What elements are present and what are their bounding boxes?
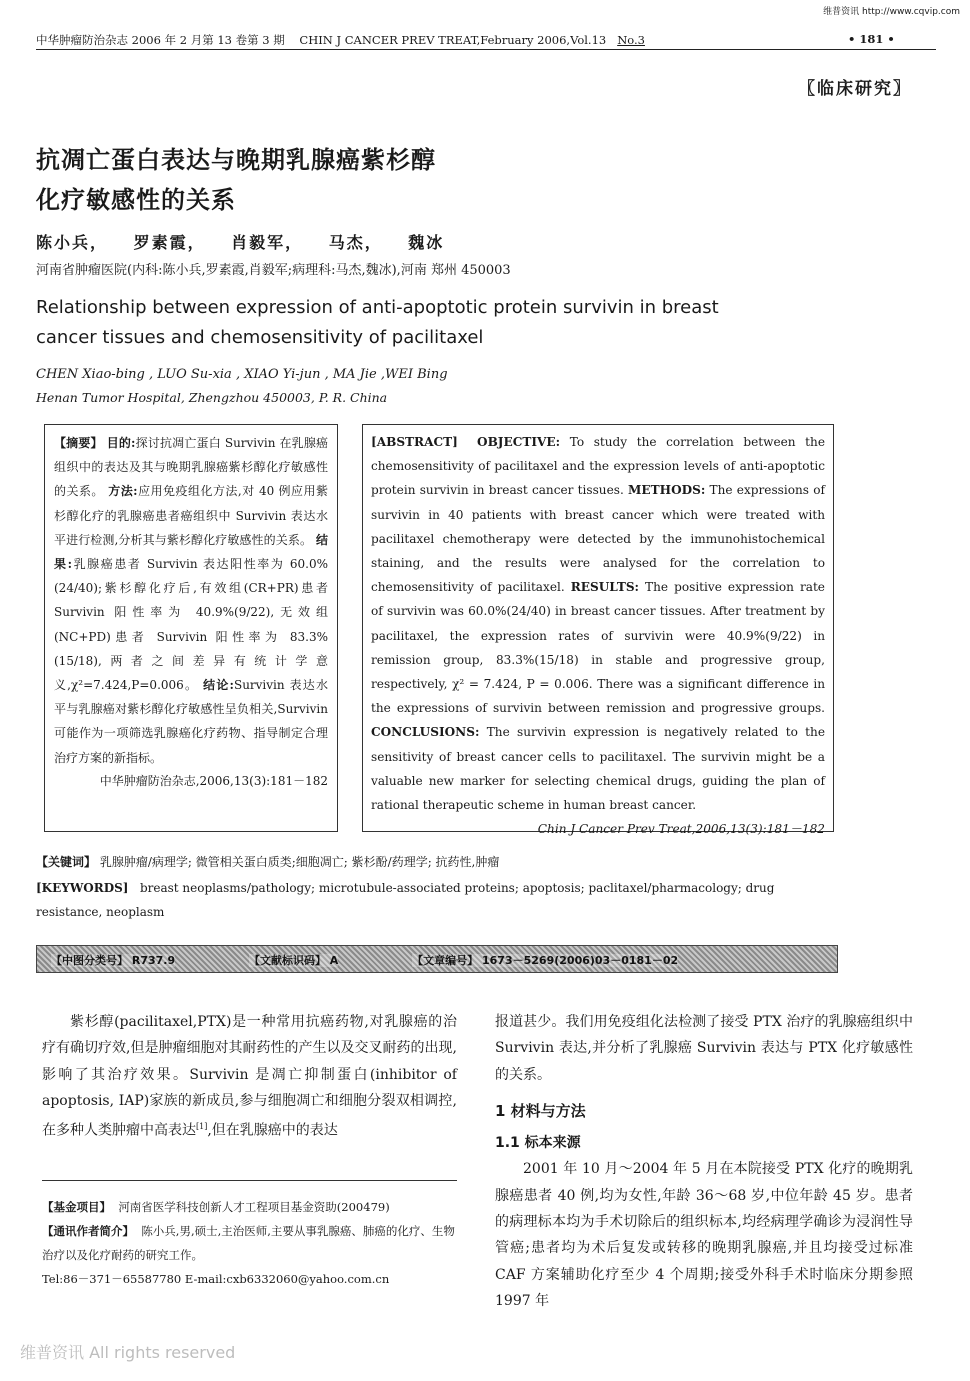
abstract-en-conclusions: The survivin expression is negatively related to the sensitivity of breast cancer cells to pacilitaxel. The survivin might be a valuable new marker for selecting chemical drugs, guiding the plan of rational therapeutic scheme in human breast cancer. [371, 725, 825, 813]
keywords-en [36, 876, 836, 924]
abstract-en-methods: The expressions of survivin in 40 patients with breast cancer which were treated with pacilitaxel chemotherapy were detected by the immunohistochemical staining, and the results were analysed for the correlation to chemosensitivity of pacilitaxel. [371, 483, 825, 595]
affiliation-en: Henan Tumor Hospital, Zhengzhou 450003, P. R. China [36, 390, 388, 405]
author-info-label: 【通讯作者简介】 [42, 1224, 134, 1238]
footnotes [42, 1195, 457, 1291]
author-info-note [42, 1219, 457, 1267]
body-left-column [42, 1009, 457, 1144]
keywords-en-text: breast neoplasms/pathology; microtubule-associated proteins; apoptosis; paclitaxel/pharmacology; drug resistance, neoplasm [36, 881, 775, 919]
title-cn [36, 140, 436, 220]
authors-cn: 陈小兵， 罗素霞， 肖毅军， 马杰， 魏冰 [36, 233, 445, 252]
clc-field [51, 954, 175, 967]
abstract-cn-results-label: 结果: [54, 532, 328, 572]
keywords-cn-text: 乳腺肿瘤/病理学; 微管相关蛋白质类;细胞凋亡; 紫杉酚/药理学; 抗药性,肿瘤 [99, 855, 500, 869]
doc-code-label: 【文献标识码】 [248, 954, 326, 967]
abstract-cn-methods-label: 方法: [108, 484, 138, 499]
clc-value: R737.9 [131, 954, 176, 967]
abstract-cn-methods: 应用免疫组化方法,对 40 例应用紫杉醇化疗的乳腺癌患者癌组织中 Survivin 表达水平进行检测,分析其与紫杉醇化疗敏感性的关系。 [54, 484, 328, 547]
title-en: Relationship between expression of anti-apoptotic protein survivin in breast cancer tissues and chemosensitivity of pacilitaxel [36, 297, 719, 348]
site-mark: 维普资讯 http://www.cqvip.com [823, 7, 960, 17]
fund-note [42, 1195, 457, 1219]
section-1-1-heading: 1.1 标本来源 [495, 1135, 581, 1152]
page-number: • 181 • [848, 32, 895, 46]
classification-bar [36, 945, 838, 973]
fund-text: 河南省医学科技创新人才工程项目基金资助(200479) [118, 1200, 390, 1214]
authors-en: CHEN Xiao-bing , LUO Su-xia , XIAO Yi-jun , MA Jie ,WEI Bing [36, 367, 448, 382]
abstract-en-label: [ABSTRACT] [371, 435, 458, 449]
reference-1: [1] [196, 1122, 208, 1132]
abstract-cn-conclusion-label: 结论: [203, 678, 234, 693]
keywords-cn-label: 【关键词】 [36, 855, 97, 869]
title-cn-line1: 抗凋亡蛋白表达与晚期乳腺癌紫杉醇 [36, 146, 436, 174]
doc-code-value: A [329, 954, 339, 967]
header-rule [36, 49, 936, 50]
abstract-en-conclusions-label: CONCLUSIONS: [371, 725, 480, 740]
abstract-en-citation: Chin J Cancer Prev Treat,2006,13(3):181－182 [537, 822, 825, 837]
abstract-cn-objective-label: 目的: [106, 436, 136, 450]
author-info-text: 陈小兵,男,硕士,主治医师,主要从事乳腺癌、肺癌的化疗、生物治疗以及化疗耐药的研究工作。 [42, 1224, 455, 1262]
journal-en: CHIN J CANCER PREV TREAT,February 2006,Vol.13 [299, 33, 607, 47]
watermark: 维普资讯 All rights reserved [20, 1343, 236, 1362]
running-header [36, 32, 645, 48]
contact-note: Tel:86－371－65587780 E-mail:cxb6332060@yahoo.com.cn [42, 1272, 390, 1286]
section-tag: 〖临床研究〗 [798, 79, 912, 99]
body-left-paragraph [42, 1009, 457, 1144]
abstract-cn-label: 【摘要】 [54, 436, 103, 450]
abstract-cn-objective: 探讨抗凋亡蛋白 Survivin 在乳腺癌组织中的表达及其与晚期乳腺癌紫杉醇化疗敏感性的关系。 [54, 436, 328, 499]
section-1-heading: 1 材料与方法 [495, 1101, 586, 1120]
abstract-en-results: The positive expression rate of survivin was 60.0%(24/40) in breast cancer tissues. After treatment by pacilitaxel, the expression rates of survivin were 40.9%(9/22) in remission group, 83.3%(15/18) in stable and progressive group, respectively, χ² = 7.424, P = 0.006. There was a significant difference in the expressions of survivin between remission and progressive groups. [371, 580, 825, 716]
abstract-en-methods-label: METHODS: [628, 483, 706, 498]
footnote-rule [42, 1180, 457, 1181]
body-right-continuation: 报道甚少。我们用免疫组化法检测了接受 PTX 治疗的乳腺癌组织中 Survivin 表达,并分析了乳腺癌 Survivin 表达与 PTX 化疗敏感性的关系。 [495, 1014, 913, 1083]
article-number-value: 1673－5269(2006)03－0181－02 [482, 954, 679, 967]
keywords-en-label: [KEYWORDS] [36, 881, 129, 895]
abstract-en-results-label: RESULTS: [570, 580, 640, 595]
abstract-cn-box [44, 424, 338, 832]
abstract-en-objective-label: OBJECTIVE: [477, 435, 561, 449]
doc-code-field [249, 954, 338, 967]
fund-label: 【基金项目】 [42, 1200, 111, 1214]
journal-cn: 中华肿瘤防治杂志 2006 年 2 月第 13 卷第 3 期 [36, 33, 285, 47]
title-cn-line2: 化疗敏感性的关系 [36, 186, 236, 214]
body-left-tail: ,但在乳腺癌中的表达 [207, 1122, 338, 1139]
body-left-text: 紫杉醇(pacilitaxel,PTX)是一种常用抗癌药物,对乳腺癌的治疗有确切疗效,但是肿瘤细胞对其耐药性的产生以及交叉耐药的出现,影响了其治疗效果。Survivin 是凋亡抑制蛋白(inhibitor of apoptosis, IAP)家族的新成员,参与细胞凋亡和细胞分裂双相调控,在多种人类肿瘤中高表达 [42, 1014, 457, 1139]
body-right-column [495, 1009, 913, 1314]
abstract-en-box [362, 424, 834, 837]
article-number-field [412, 954, 678, 967]
abstract-cn-conclusion: Survivin 表达水平与乳腺癌对紫杉醇化疗敏感性呈负相关,Survivin 可能作为一项筛选乳腺癌化疗药物、指导制定合理治疗方案的新指标。 [54, 678, 328, 765]
body-right-paragraph-2: 2001 年 10 月～2004 年 5 月在本院接受 PTX 化疗的晚期乳腺癌患者 40 例,均为女性,年龄 36～68 岁,中位年龄 45 岁。患者的病理标本均为手术切除后的组织标本,均经病理学确诊为浸润性导管癌;患者均为术后复发或转移的晚期乳腺癌,并且均接受过标准 CAF 方案辅助化疗至少 4 个周期;接受外科手术时临床分期参照 1997 年 [495, 1161, 913, 1309]
keywords-cn [36, 853, 499, 870]
clc-label: 【中图分类号】 [51, 954, 128, 967]
article-number-label: 【文章编号】 [412, 954, 479, 967]
abstract-cn-citation: 中华肿瘤防治杂志,2006,13(3):181－182 [99, 773, 328, 788]
abstract-cn-results: 乳腺癌患者 Survivin 表达阳性率为 60.0%(24/40);紫杉醇化疗后,有效组(CR+PR)患者 Survivin 阳性率为 40.9%(9/22),无效组(NC+PD)患者 Survivin 阳性率为 83.3%(15/18),两者之间差异有统计学意义,χ²=7.424,P=0.006。 [54, 557, 328, 693]
affiliation-cn: 河南省肿瘤医院(内科:陈小兵,罗素霞,肖毅军;病理科:马杰,魏冰),河南 郑州 450003 [36, 263, 511, 278]
abstract-en-objective: To study the correlation between the chemosensitivity of pacilitaxel and the expression levels of anti-apoptotic protein survivin in breast cancer tissues. [371, 435, 825, 498]
journal-issue: No.3 [617, 33, 645, 47]
